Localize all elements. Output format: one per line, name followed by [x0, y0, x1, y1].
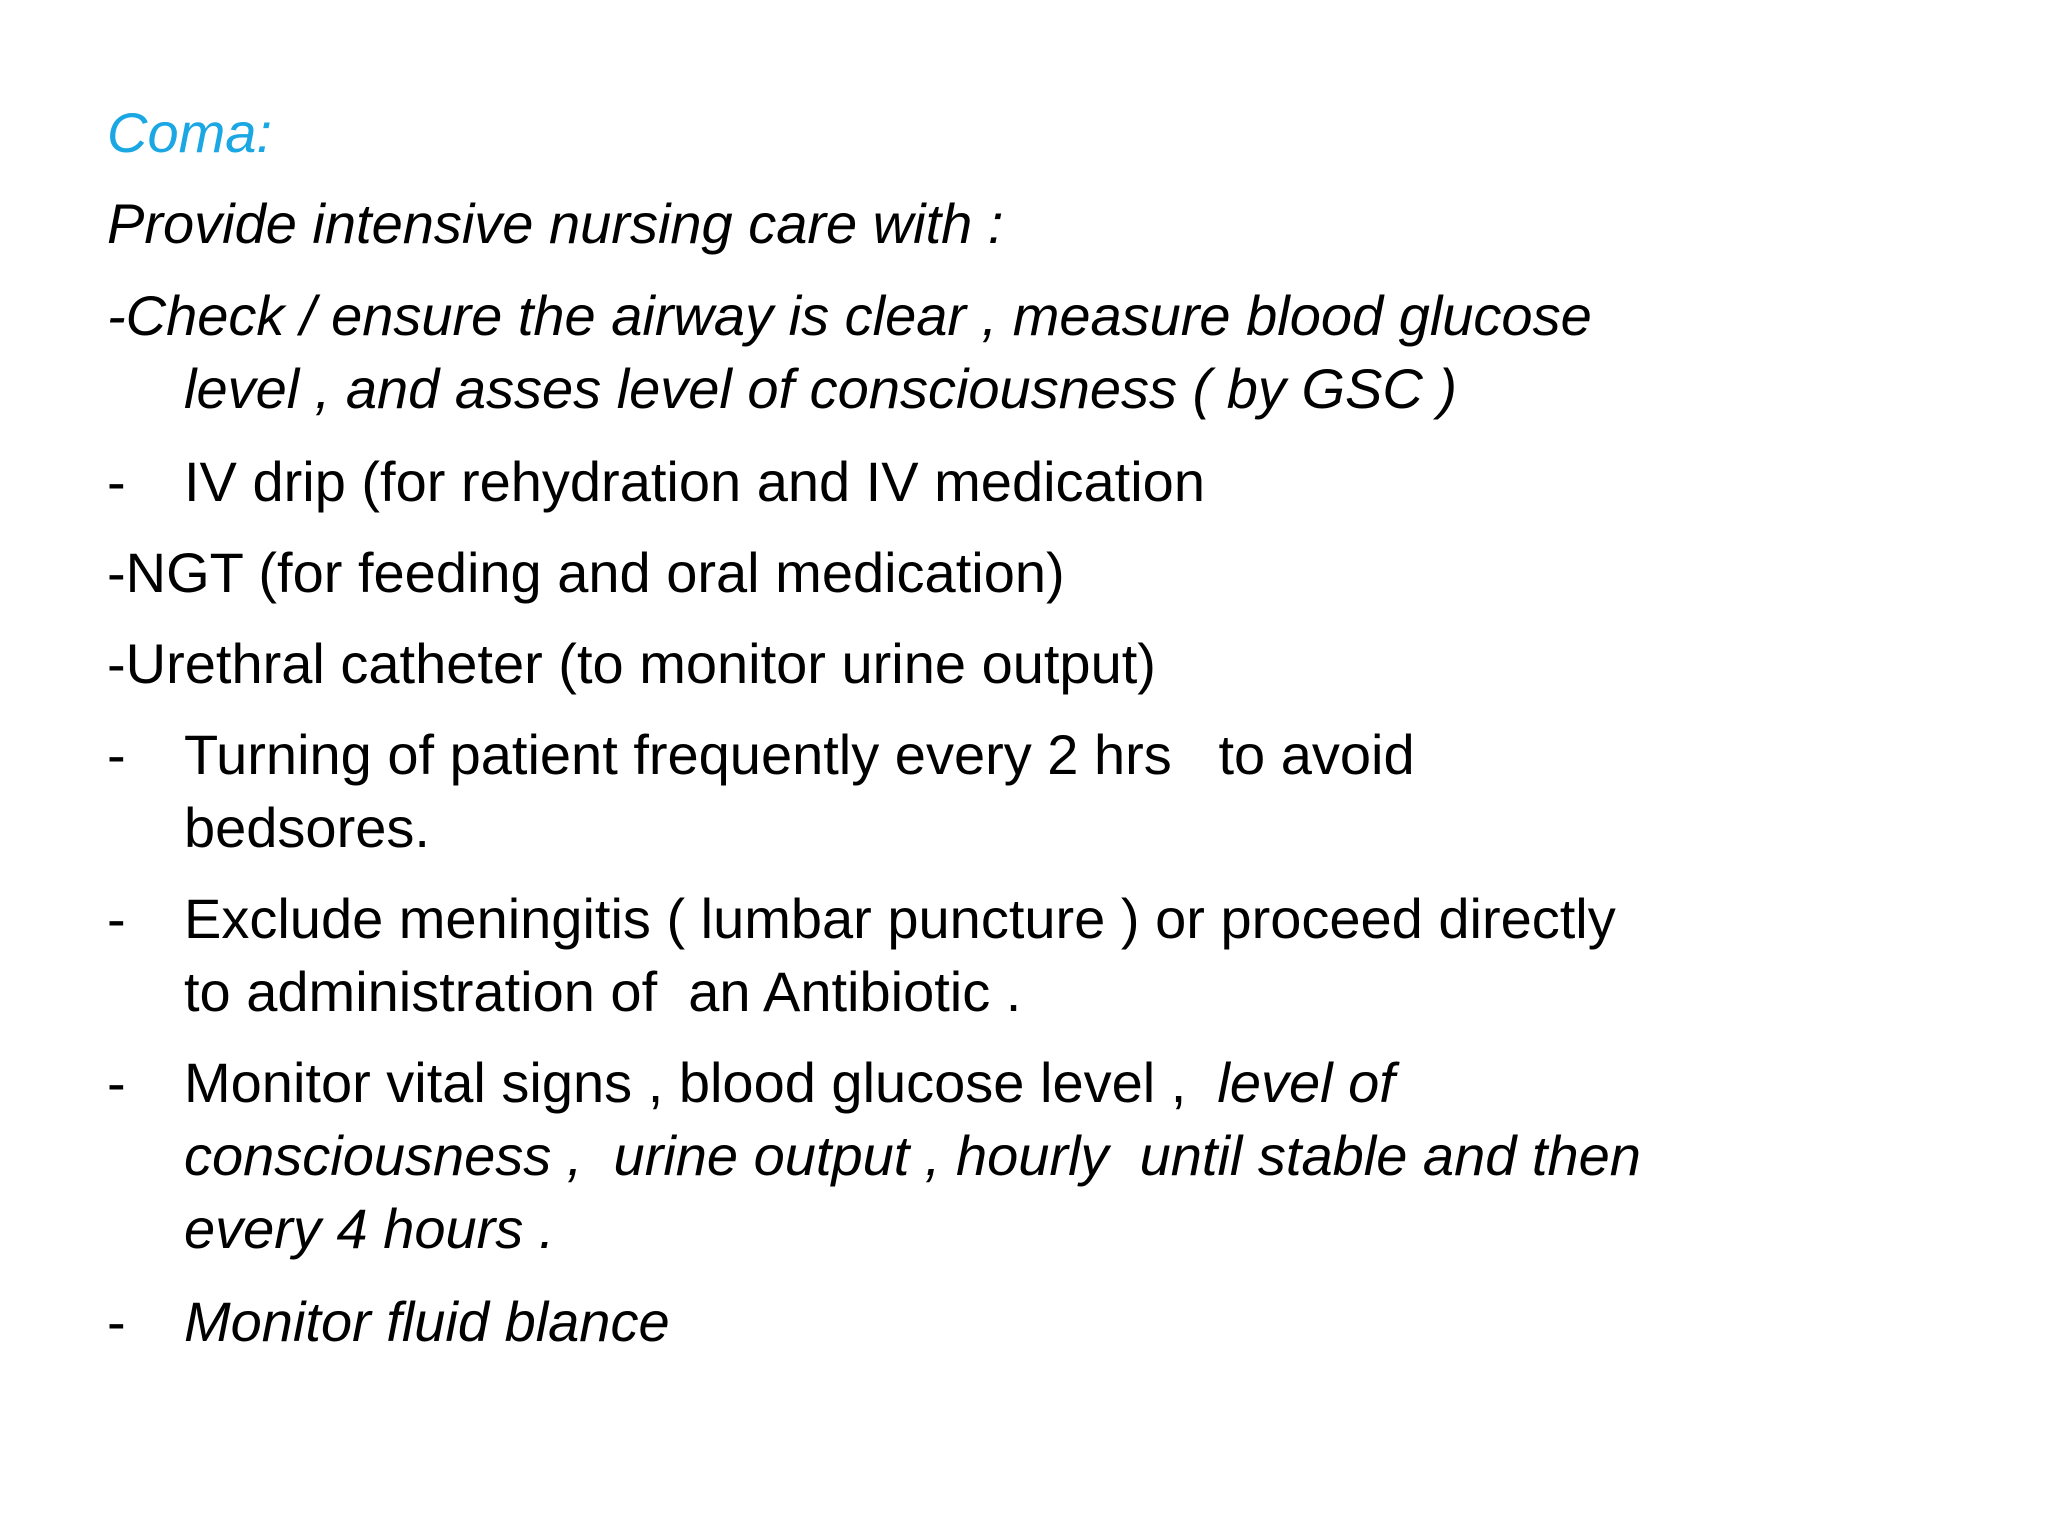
list-item-line	[107, 719, 1887, 792]
bullet-dash: -	[107, 1290, 126, 1353]
list-item-text: IV drip (for rehydration and IV medication	[184, 450, 1205, 513]
bullet-dash: -	[107, 632, 126, 695]
list-item-monitor-vitals	[107, 1047, 1887, 1265]
list-item-line	[107, 280, 1887, 353]
list-item-text: Monitor vital signs , blood glucose level ,	[184, 1051, 1218, 1114]
list-item-fluid-balance	[107, 1286, 1887, 1359]
list-item-ngt	[107, 537, 1887, 610]
slide-heading: Coma:	[107, 101, 272, 164]
list-item-text: Check / ensure the airway is clear , measure blood glucose	[125, 284, 1592, 347]
list-item-iv-drip	[107, 446, 1887, 519]
list-item-catheter	[107, 628, 1887, 701]
list-item-line	[107, 537, 1887, 610]
list-item-continuation: to administration of an Antibiotic .	[184, 959, 1022, 1023]
bullet-dash: -	[107, 887, 126, 950]
list-item-text: Monitor fluid blance	[184, 1290, 670, 1353]
list-item-text: NGT (for feeding and oral medication)	[125, 541, 1065, 604]
list-item-turning	[107, 719, 1887, 865]
list-item-continuation: level , and asses level of consciousness ( by GSC )	[184, 356, 1458, 420]
list-item-line	[107, 1286, 1887, 1359]
bullet-dash: -	[107, 450, 126, 513]
list-item-continuation: bedsores.	[184, 795, 430, 859]
list-item-airway	[107, 280, 1887, 426]
list-item-text: Exclude meningitis ( lumbar puncture ) or proceed directly	[184, 887, 1616, 950]
list-item-text-italic: level of	[1217, 1051, 1395, 1114]
list-item-line	[107, 446, 1887, 519]
slide-subheading: Provide intensive nursing care with :	[107, 192, 1004, 255]
list-item-meningitis	[107, 883, 1887, 1029]
bullet-dash: -	[107, 284, 126, 347]
list-item-line	[107, 1047, 1887, 1120]
list-item-line	[107, 628, 1887, 701]
list-item-text: Urethral catheter (to monitor urine output)	[125, 632, 1156, 695]
bullet-dash: -	[107, 723, 126, 786]
bullet-dash: -	[107, 541, 126, 604]
list-item-continuation: every 4 hours .	[184, 1196, 555, 1260]
list-item-continuation: consciousness , urine output , hourly until stable and then	[184, 1123, 1641, 1187]
bullet-dash: -	[107, 1051, 126, 1114]
list-item-text: Turning of patient frequently every 2 hrs to avoid	[184, 723, 1415, 786]
list-item-line	[107, 883, 1887, 956]
